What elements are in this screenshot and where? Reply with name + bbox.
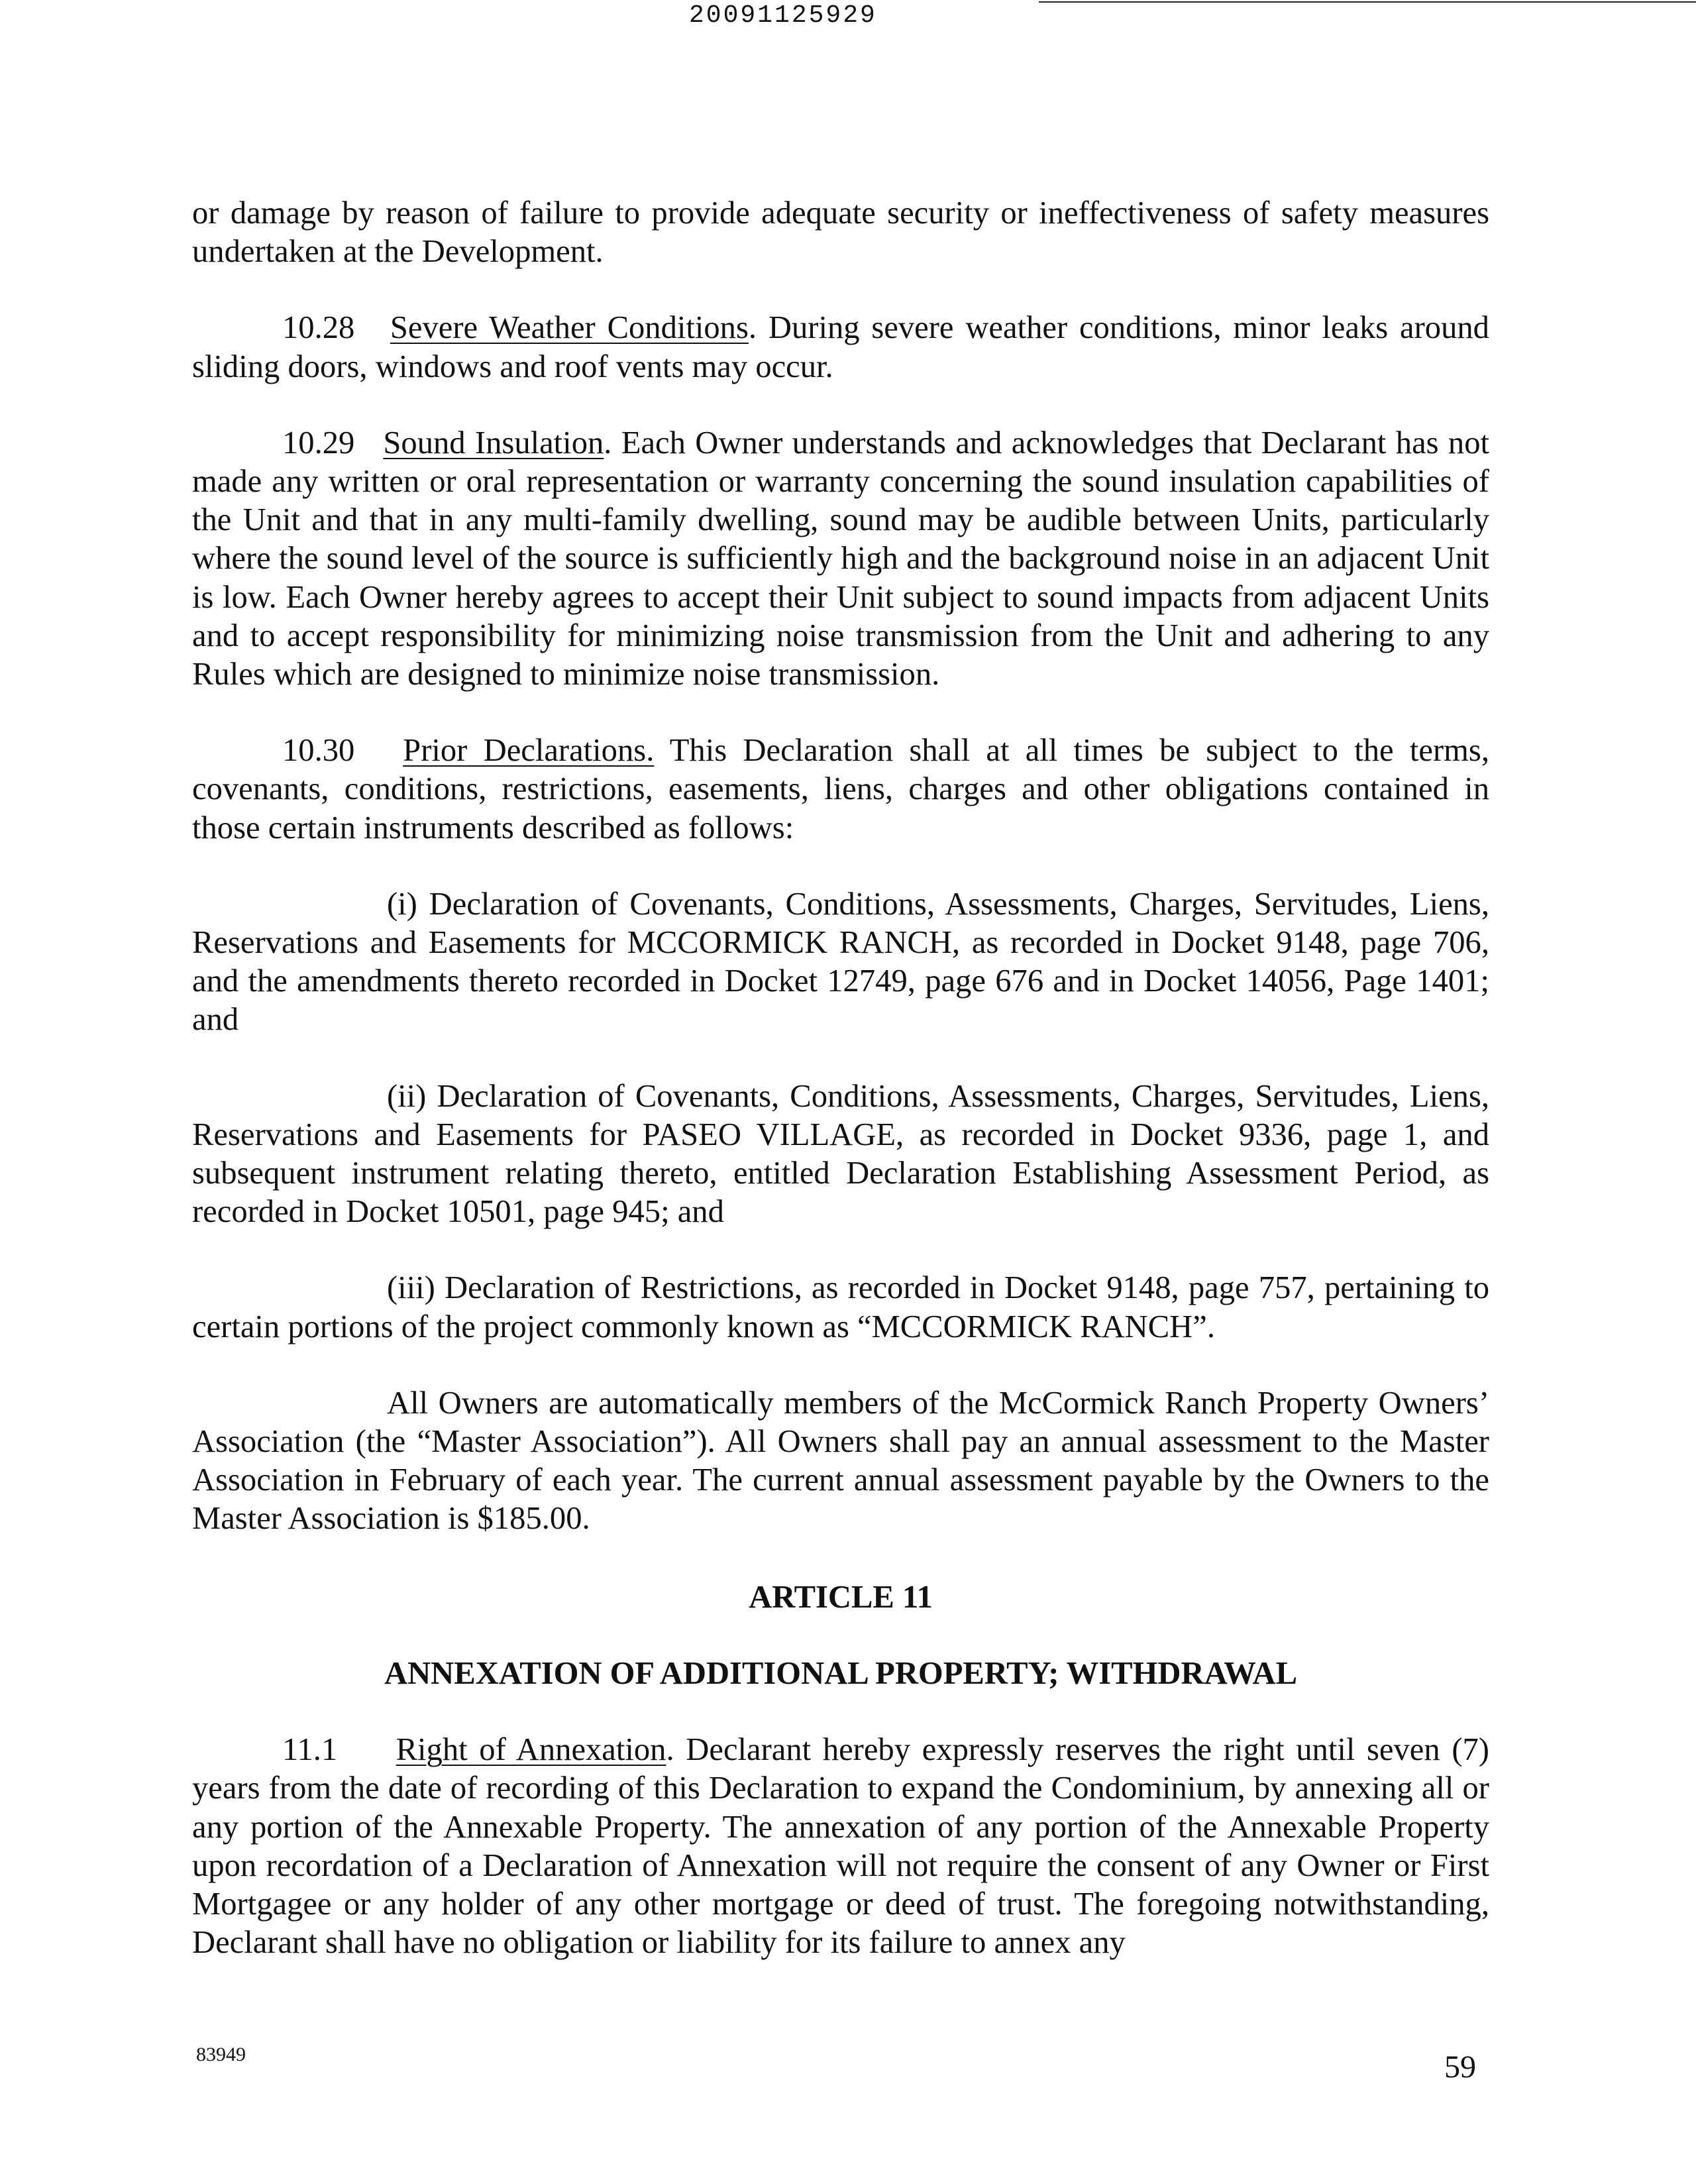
section-number: 10.30 <box>282 732 355 769</box>
section-number: 11.1 <box>282 1731 338 1768</box>
intro-fragment: or damage by reason of failure to provide adequate security or ineffectiveness of safety measures undertaken at the Development. <box>192 195 1489 270</box>
section-text: This Declaration shall at all times be subject to the terms, covenants, conditions, restrictions, easements, liens, charges and other obligations contained in those certain instruments described as follows: <box>192 732 1489 846</box>
footer-document-code: 83949 <box>196 2044 246 2065</box>
section-10-29 <box>192 423 1489 693</box>
section-title: Severe Weather Conditions <box>390 309 749 346</box>
section-11-1 <box>192 1730 1489 1961</box>
section-number: 10.28 <box>282 309 355 346</box>
section-10-30 <box>192 731 1489 847</box>
section-title: Right of Annexation <box>396 1731 666 1768</box>
page-body <box>192 193 1489 1961</box>
section-10-28 <box>192 308 1489 385</box>
document-number: 20091125929 <box>689 1 877 30</box>
section-text: . During severe weather conditions, minor leaks around sliding doors, windows and roof vents may occur. <box>192 309 1489 384</box>
section-title: Sound Insulation <box>383 424 604 461</box>
article-heading: ARTICLE 11 <box>749 1578 933 1615</box>
section-number: 10.29 <box>282 424 355 461</box>
page-number: 59 <box>1444 2049 1476 2085</box>
article-subheading: ANNEXATION OF ADDITIONAL PROPERTY; WITHDRAWAL <box>384 1655 1297 1691</box>
master-association-paragraph: All Owners are automatically members of the McCormick Ranch Property Owners’ Association (the “Master Association”). All Owners shall pay an annual assessment to the Master Association in February of each year. The current annual assessment payable by the Owners to the Master Association is $185.00. <box>192 1384 1489 1537</box>
section-text: . Each Owner understands and acknowledges that Declarant has not made any written or oral representation or warranty concerning the sound insulation capabilities of the Unit and that in any multi-family dwelling, sound may be audible between Units, particularly where the sound level of the source is sufficiently high and the background noise in an adjacent Unit is low. Each Owner hereby agrees to accept their Unit subject to sound impacts from adjacent Units and to accept responsibility for minimizing noise transmission from the Unit and adhering to any Rules which are designed to minimize noise transmission. <box>192 424 1489 692</box>
section-text: . Declarant hereby expressly reserves the right until seven (7) years from the date of recording of this Declaration to expand the Condominium, by annexing all or any portion of the Annexable Property. The annexation of any portion of the Annexable Property upon recordation of a Declaration of Annexation will not require the consent of any Owner or First Mortgagee or any holder of any other mortgage or deed of trust. The foregoing notwithstanding, Declarant shall have no obligation or liability for its failure to annex any <box>192 1731 1489 1961</box>
prior-declaration-item-i: (i) Declaration of Covenants, Conditions, Assessments, Charges, Servitudes, Liens, Reservations and Easements for MCCORMICK RANCH, as recorded in Docket 9148, page 706, and the amendments thereto recorded in Docket 12749, page 676 and in Docket 14056, Page 1401; and <box>192 885 1489 1038</box>
prior-declaration-item-iii: (iii) Declaration of Restrictions, as recorded in Docket 9148, page 757, pertaining to certain portions of the project commonly known as “MCCORMICK RANCH”. <box>192 1270 1489 1344</box>
header-rule <box>1039 1 1696 3</box>
prior-declaration-item-ii: (ii) Declaration of Covenants, Conditions, Assessments, Charges, Servitudes, Liens, Reservations and Easements for PASEO VILLAGE, as recorded in Docket 9336, page 1, and subsequent instrument relating thereto, entitled Declaration Establishing Assessment Period, as recorded in Docket 10501, page 945; and <box>192 1077 1489 1230</box>
section-title: Prior Declarations. <box>403 732 655 769</box>
